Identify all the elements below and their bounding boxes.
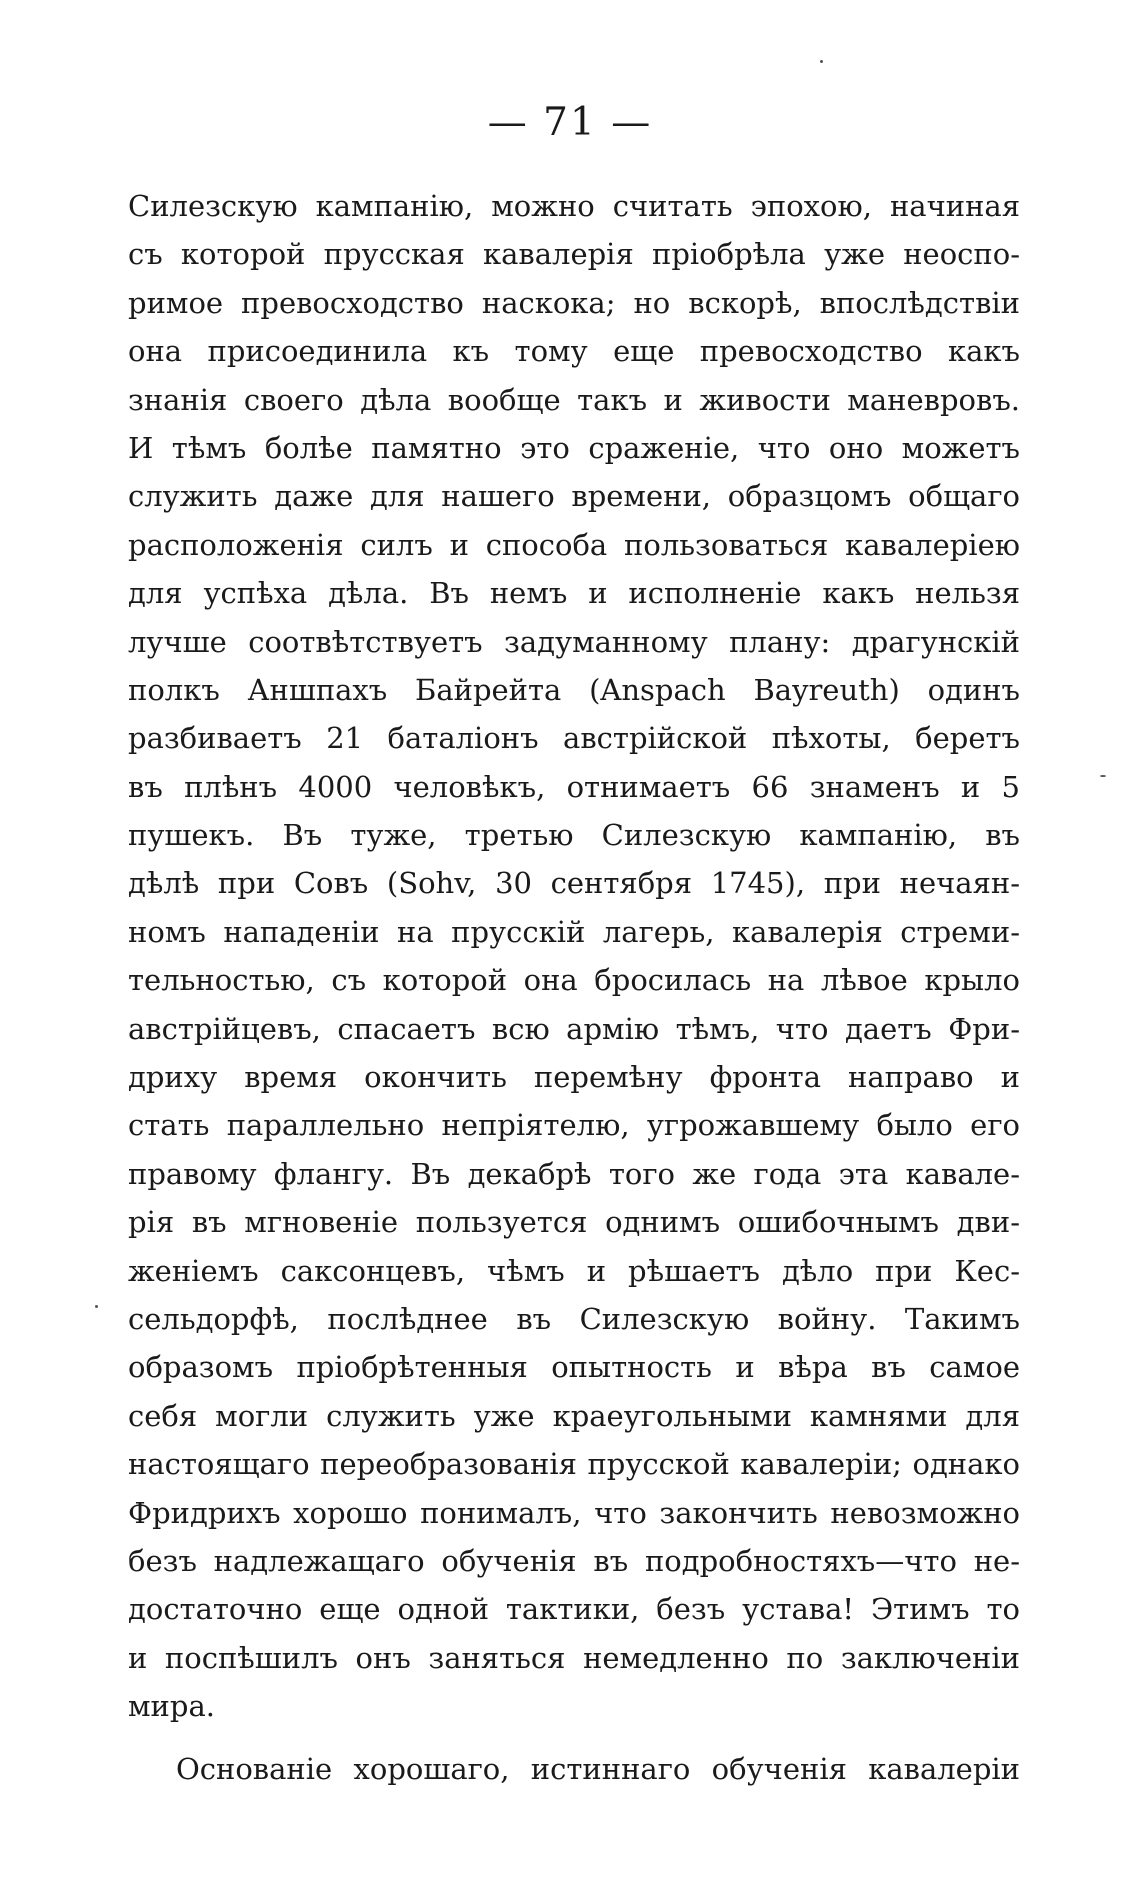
paragraph-2 [128, 1745, 1020, 1793]
text-line: съ которой прусская кавалерія пріобрѣла уже неоспо- [128, 237, 1020, 272]
text-line: образомъ пріобрѣтенныя опытность и вѣра въ самое [128, 1350, 1020, 1385]
text-line: служить даже для нашего времени, образцомъ общаго [128, 479, 1020, 514]
text-line: разбиваетъ 21 баталіонъ австрійской пѣхоты, беретъ [128, 721, 1020, 756]
text-line: въ плѣнъ 4000 человѣкъ, отнимаетъ 66 знаменъ и 5 [128, 769, 1020, 804]
text-line: и поспѣшилъ онъ заняться немедленно по заключеніи [128, 1640, 1020, 1675]
text-line: себя могли служить уже краеугольными камнями для [128, 1398, 1020, 1433]
text-line: дѣлѣ при Совъ (Sohv, 30 сентября 1745), при нечаян- [128, 866, 1020, 901]
text-line: сельдорфѣ, послѣднее въ Силезскую войну. Такимъ [128, 1301, 1020, 1336]
text-line: достаточно еще одной тактики, безъ устава! Этимъ то [128, 1592, 1020, 1627]
text-line: И тѣмъ болѣе памятно это сраженіе, что оно можетъ [128, 430, 1020, 465]
text-line: тельностью, съ которой она бросилась на лѣвое крыло [128, 963, 1020, 998]
text-line: рія въ мгновеніе пользуется однимъ ошибочнымъ дви- [128, 1205, 1020, 1240]
text-line: женіемъ саксонцевъ, чѣмъ и рѣшаетъ дѣло при Кес- [128, 1253, 1020, 1288]
text-line: правому флангу. Въ декабрѣ того же года эта кавале- [128, 1156, 1020, 1191]
text-line: пушекъ. Въ туже, третью Силезскую кампанію, въ [128, 818, 1020, 853]
text-line: полкъ Аншпахъ Байрейта (Anspach Bayreuth) одинъ [128, 672, 1020, 707]
text-line: мира. [128, 1689, 215, 1724]
text-line: Фридрихъ хорошо понималъ, что закончить невозможно [128, 1495, 1020, 1530]
paragraph-1 [128, 182, 1020, 1731]
paper-speck [820, 60, 823, 63]
text-line: Силезскую кампанію, можно считать эпохою, начиная [128, 189, 1020, 223]
paper-speck [1100, 775, 1106, 777]
text-line: безъ надлежащаго обученія въ подробностяхъ—что не- [128, 1543, 1020, 1578]
text-line: расположенія силъ и способа пользоваться кавалеріею [128, 527, 1020, 562]
text-line: знанія своего дѣла вообще такъ и живости маневровъ. [128, 382, 1020, 417]
text-line: номъ нападеніи на прусскій лагерь, кавалерія стреми- [128, 914, 1020, 949]
text-line: стать параллельно непріятелю, угрожавшему было его [128, 1108, 1020, 1143]
body-text [128, 182, 1020, 1793]
text-line: она присоединила къ тому еще превосходство какъ [128, 334, 1020, 369]
text-line: римое превосходство наскока; но вскорѣ, впослѣдствіи [128, 285, 1020, 320]
page-number: — 71 — [487, 100, 653, 145]
text-line: дриху время окончить перемѣну фронта направо и [128, 1060, 1020, 1095]
text-line: лучше соотвѣтствуетъ задуманному плану: драгунскій [128, 624, 1020, 659]
text-line: Основаніе хорошаго, истиннаго обученія кавалеріи [176, 1751, 1020, 1786]
text-line: для успѣха дѣла. Въ немъ и исполненіе какъ нельзя [128, 576, 1020, 611]
paper-speck [95, 1305, 98, 1308]
text-line: настоящаго переобразованія прусской кавалеріи; однако [128, 1447, 1020, 1482]
text-line: австрійцевъ, спасаетъ всю армію тѣмъ, что даетъ Фри- [128, 1011, 1020, 1046]
